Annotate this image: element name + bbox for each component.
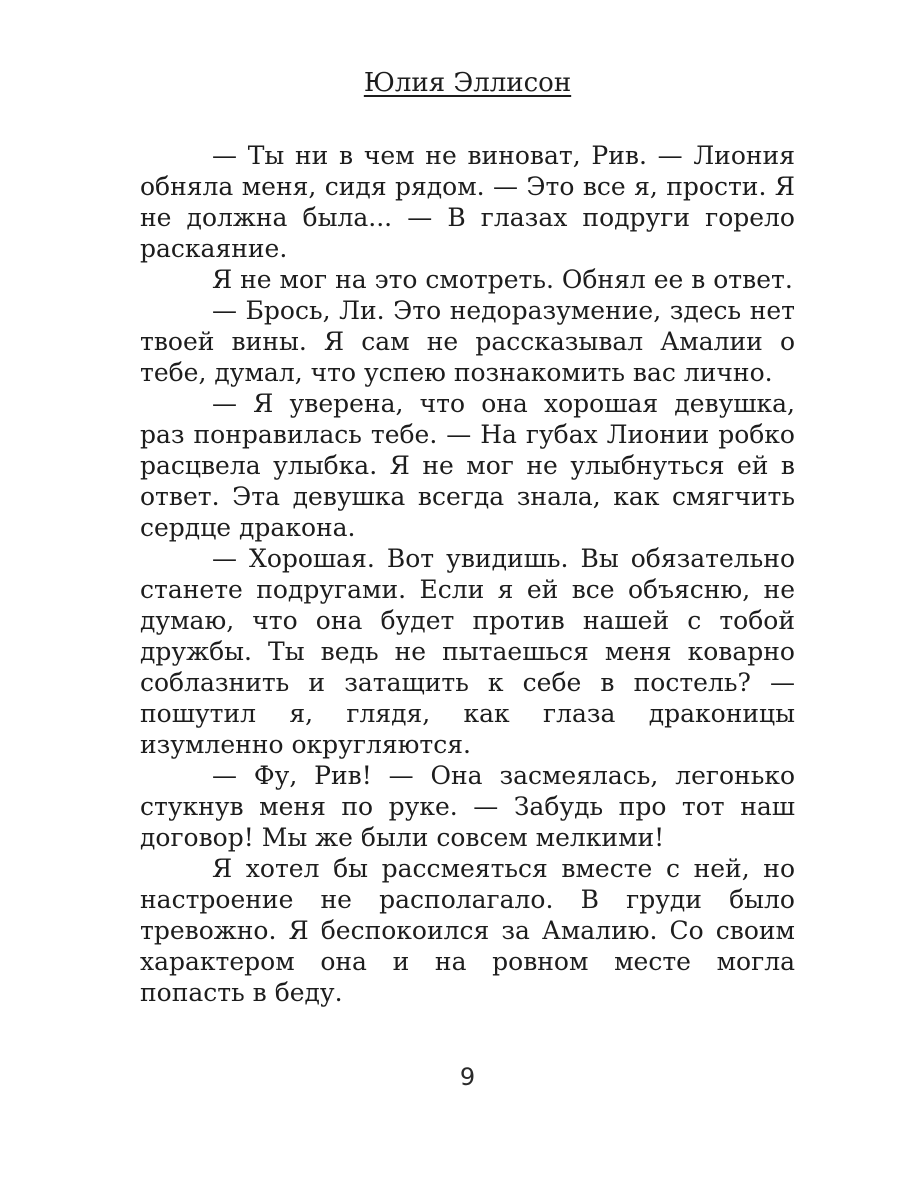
paragraph: — Брось, Ли. Это недоразумение, здесь нет твоей вины. Я сам не рассказывал Амалии о тебе, думал, что успею познакомить вас лично. (140, 296, 795, 387)
paragraph: Я хотел бы рассмеяться вместе с ней, но настроение не располагало. В груди было тревожно. Я беспокоился за Амалию. Со своим характером она и на ровном месте могла попасть в беду. (140, 854, 795, 1007)
paragraph: — Хорошая. Вот увидишь. Вы обязательно станете подругами. Если я ей все объясню, не думаю, что она будет против нашей с тобой дружбы. Ты ведь не пытаешься меня коварно соблазнить и затащить к себе в постель? — пошутил я, глядя, как глаза драконицы изумленно округляются. (140, 544, 795, 759)
paragraph: — Ты ни в чем не виноват, Рив. — Лиония обняла меня, сидя рядом. — Это все я, прости. Я не должна была... — В глазах подруги горело раскаяние. (140, 141, 795, 263)
page-number: 9 (459, 1063, 476, 1091)
paragraph: — Я уверена, что она хорошая девушка, раз понравилась тебе. — На губах Лионии робко расцвела улыбка. Я не мог не улыбнуться ей в ответ. Эта девушка всегда знала, как смягчить сердце дракона. (140, 389, 795, 542)
paragraph: — Фу, Рив! — Она засмеялась, легонько стукнув меня по руке. — Забудь про тот наш договор! Мы же были совсем мелкими! (140, 761, 795, 852)
body-text (140, 140, 795, 1008)
running-header-author: Юлия Эллисон (363, 68, 572, 98)
paragraph: Я не мог на это смотреть. Обнял ее в ответ. (212, 265, 793, 294)
